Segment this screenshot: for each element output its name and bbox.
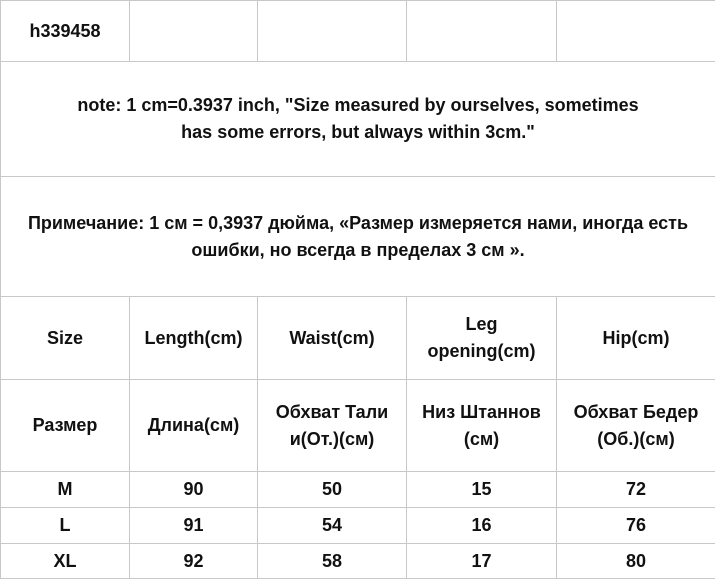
length-cell: 91 [130, 508, 258, 544]
leg-opening-cell: 16 [407, 508, 557, 544]
note-english: note: 1 cm=0.3937 inch, "Size measured by ourselves, sometimes has some errors, but always within 3cm." [1, 62, 715, 177]
table-row [1, 544, 715, 579]
note-ru-row [1, 177, 715, 297]
header-waist: Waist(cm) [258, 297, 407, 380]
waist-cell: 54 [258, 508, 407, 544]
note-en-row [1, 62, 715, 177]
empty-cell [407, 1, 557, 62]
header-size: Size [1, 297, 130, 380]
hip-cell: 80 [557, 544, 715, 579]
header-hip-ru: Обхват Бедер (Об.)(см) [557, 380, 715, 472]
empty-cell [130, 1, 258, 62]
empty-cell [258, 1, 407, 62]
size-cell: L [1, 508, 130, 544]
hip-cell: 72 [557, 472, 715, 508]
leg-opening-cell: 15 [407, 472, 557, 508]
waist-cell: 50 [258, 472, 407, 508]
product-code: h339458 [1, 1, 130, 62]
header-size-ru: Размер [1, 380, 130, 472]
length-cell: 92 [130, 544, 258, 579]
length-cell: 90 [130, 472, 258, 508]
table-row [1, 472, 715, 508]
header-waist-ru: Обхват Тали и(От.)(см) [258, 380, 407, 472]
table-row [1, 508, 715, 544]
size-cell: XL [1, 544, 130, 579]
header-row-russian [1, 380, 715, 472]
waist-cell: 58 [258, 544, 407, 579]
hip-cell: 76 [557, 508, 715, 544]
header-length: Length(cm) [130, 297, 258, 380]
empty-cell [557, 1, 715, 62]
header-hip: Hip(cm) [557, 297, 715, 380]
note-russian: Примечание: 1 см = 0,3937 дюйма, «Размер измеряется нами, иногда есть ошибки, но всегда в пределах 3 см ». [1, 177, 715, 297]
size-cell: M [1, 472, 130, 508]
header-length-ru: Длина(см) [130, 380, 258, 472]
header-row-english [1, 297, 715, 380]
code-row [1, 1, 715, 62]
header-leg-opening-ru: Низ Штаннов (см) [407, 380, 557, 472]
leg-opening-cell: 17 [407, 544, 557, 579]
header-leg-opening: Leg opening(cm) [407, 297, 557, 380]
